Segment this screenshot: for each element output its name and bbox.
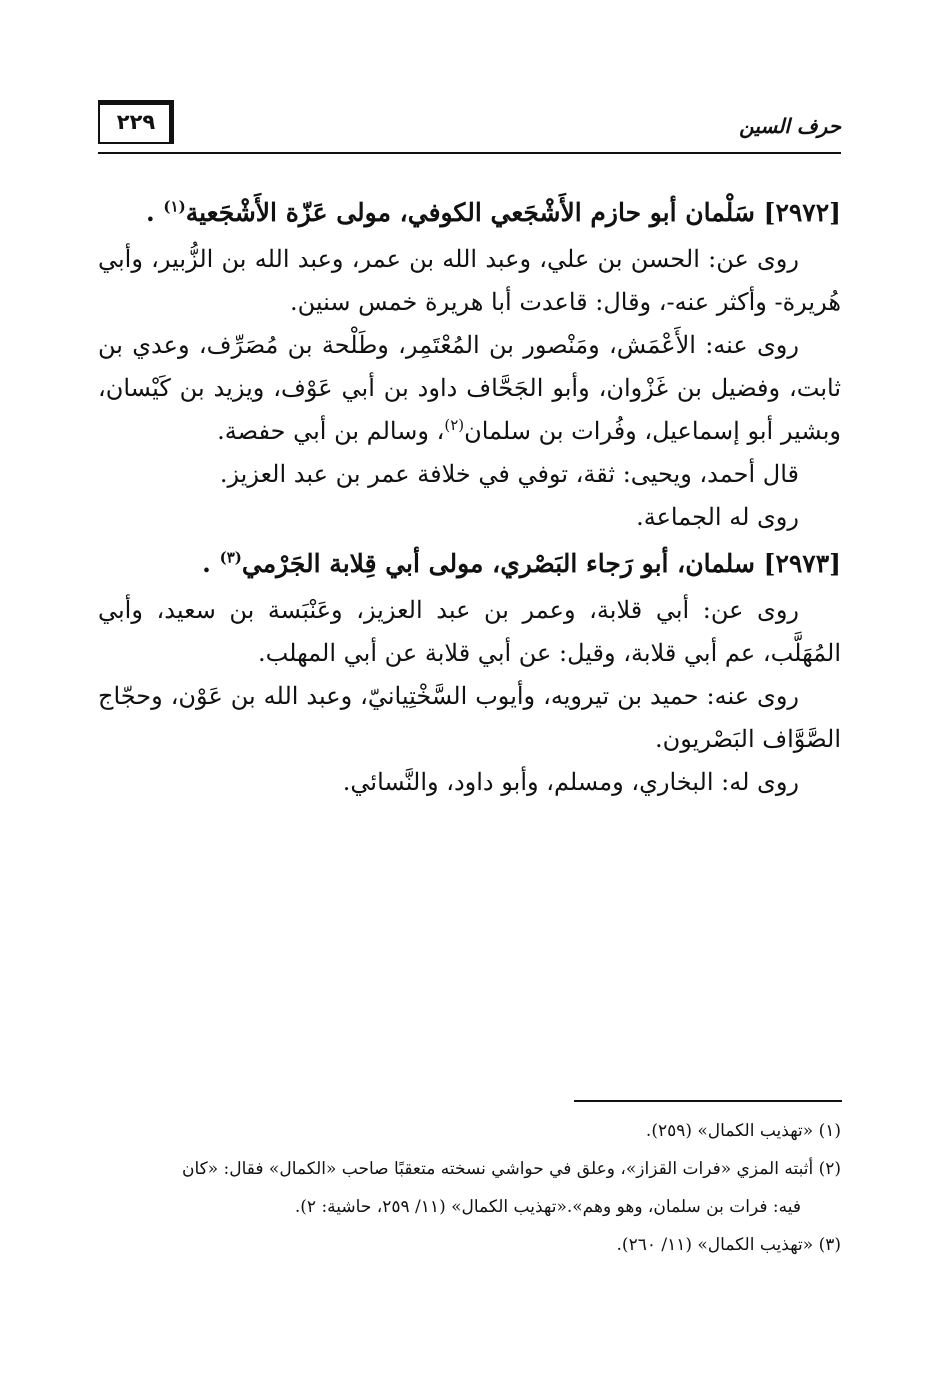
page-header xyxy=(98,100,841,158)
narrated-to-paragraph: روى له: البخاري، ومسلم، وأبو داود، والنَّسائي. xyxy=(342,768,799,796)
entry-heading: [٢٩٧٢] سَلْمان أبو حازم الأَشْجَعي الكوفي، مولى عَزّة الأَشْجَعية$^{(١)}$ . xyxy=(145,197,841,227)
footnote-2-continued: فيه: فرات بن سلمان، وهو وهم».«تهذيب الكمال» (١١/ ٢٥٩، حاشية: ٢). xyxy=(294,1197,801,1217)
page-number: ٢٢٩ xyxy=(116,110,156,134)
grading-paragraph: قال أحمد، ويحيى: ثقة، توفي في خلافة عمر بن عبد العزيز. xyxy=(219,460,799,488)
narrated-by-paragraph: روى عنه: الأَعْمَش، ومَنْصور بن المُعْتَمِر، وطَلْحة بن مُصَرِّف، وعدي بن ثابت، وفضيل بن غَزْوان، وأبو الجَحَّاف داود بن أبي عَوْف، ويزيد بن كَيْسان، وبشير أبو إسماعيل، وفُرات بن سلمان$^{(٢)}$، وسالم بن أبي حفصة. xyxy=(98,331,841,445)
narrated-from-paragraph: روى عن: الحسن بن علي، وعبد الله بن عمر، وعبد الله بن الزُّبير، وأبي هُريرة- وأكثر عنه-، وقال: قاعدت أبا هريرة خمس سنين. xyxy=(98,245,841,316)
footnote-3: (٣) «تهذيب الكمال» (١١/ ٢٦٠). xyxy=(616,1235,841,1255)
running-title: حرف السين xyxy=(739,114,841,138)
footnote-ref[interactable]: (٣) xyxy=(219,548,242,567)
page-body xyxy=(98,188,841,804)
narrated-from-paragraph: روى عن: أبي قلابة، وعمر بن عبد العزيز، وعَنْبَسة بن سعيد، وأبي المُهَلَّب، عم أبي قلابة، وقيل: عن أبي قلابة عن أبي المهلب. xyxy=(98,596,841,667)
header-rule xyxy=(98,152,841,154)
narrated-to-paragraph: روى له الجماعة. xyxy=(636,503,799,531)
entry-heading: [٢٩٧٣] سلمان، أبو رَجاء البَصْري، مولى أبي قِلابة الجَرْمي$^{(٣)}$ . xyxy=(202,548,841,578)
footnote-ref[interactable]: (٢) xyxy=(444,416,465,434)
footnote-divider xyxy=(574,1100,842,1102)
footnote-ref[interactable]: (١) xyxy=(163,197,186,216)
page-number-box xyxy=(98,100,174,144)
footnotes xyxy=(98,1112,841,1264)
footnote-1: (١) «تهذيب الكمال» (٢٥٩). xyxy=(645,1121,841,1141)
narrated-by-paragraph: روى عنه: حميد بن تيرويه، وأيوب السَّخْتِيانيّ، وعبد الله بن عَوْن، وحجّاج الصَّوَّاف البَصْريون. xyxy=(98,682,841,753)
footnote-2: (٢) أثبته المزي «فرات القزاز»، وعلق في حواشي نسخته متعقبًا صاحب «الكمال» فقال: «كان xyxy=(181,1159,841,1179)
